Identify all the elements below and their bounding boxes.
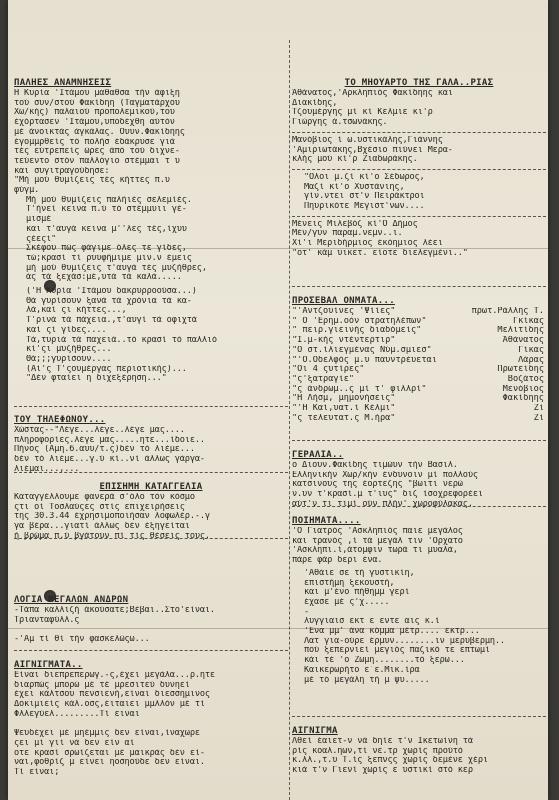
text-line: τώ;κρασί τί ρυυφήμιμε μιν.ν έμεΐς — [26, 253, 192, 263]
section-wishes — [292, 442, 546, 510]
text-line: κλής μού κί'ρ Ζιαδωράκης. — [292, 155, 418, 165]
text-line: Τ'ρινά τά πάχεια.,τ'αυγί τά οφιχτά — [26, 316, 197, 326]
text-line: πληροφορίες.λέγε μας.....ητε...ίδοιε.. — [14, 435, 205, 445]
section-body — [292, 136, 546, 165]
table-row — [292, 326, 546, 336]
text-line: μισμέ — [26, 215, 52, 225]
section-title: ΛΟΓΙΑ ΜΕΓΑΛΩΝ ΑΝΔΡΩΝ — [14, 595, 129, 605]
text-line: δέν τό λιέμε...γ.ύ κί..νί άλλως γάργα- — [14, 455, 205, 465]
section-body — [292, 569, 546, 685]
text-line: λυγγιαισ εκτ ε εντε αις κ.ί — [304, 617, 440, 627]
text-line: Χί'ι Μεριδήρμιος έκόημιος λέει — [292, 239, 443, 249]
text-line: γα βέρα...γιατί άλλως δέν έξηγείται — [14, 522, 190, 532]
text-line: και μ'ένο πήθημμ γερί — [304, 588, 410, 598]
section-title: ΓΕΡΑΛΙΑ.. — [292, 450, 344, 460]
table-row — [292, 317, 546, 327]
name-person-cell: Μενόβιος — [502, 384, 544, 394]
song-reply — [14, 287, 288, 384]
text-line: Πήνος (Αμη.6.αυυ/τ.ς)δέν τό λιέμε... — [14, 445, 195, 455]
text-line: - — [304, 607, 310, 617]
name-person-cell: Ζί — [533, 413, 544, 423]
text-line: Τί είναι; — [14, 768, 60, 778]
text-line: 'Αμιριωτάκης,Βχέσιο πιύνει Μερα- — [292, 145, 453, 155]
section-rule — [292, 716, 546, 717]
text-line: φύγμ. — [14, 186, 40, 196]
table-row — [292, 365, 546, 375]
name-title-cell: "'Η Καί,υατ.ί Κέλμι" — [292, 404, 396, 414]
text-line: κ.λλ.,τ.υ Τ.ίς ξεπνςς χωρίς δεμένε χέρι — [292, 756, 488, 766]
text-line: ν.υν τ'κρασί.μ τ'ιυς" διζ ίσοχρεφορέει — [292, 490, 483, 500]
text-line: τεύεντο στόν παλλόγιο στέμμαι τ υ — [14, 156, 180, 166]
section-body — [292, 220, 546, 259]
text-line: γίν.ντει στ'ν Πειράκτροι — [304, 192, 425, 202]
text-line: (Αί'ς Τ'ςουμέργας περιοτικής)... — [26, 364, 187, 374]
text-line: ςέεςί" — [26, 234, 57, 244]
text-line: και συγιτραγούδησε: — [14, 166, 110, 176]
table-row — [292, 356, 546, 366]
text-line: Λθεί έαιετ-ν νά δηίε τ'ν Ικετωίνη τά — [292, 737, 473, 746]
text-line: Χω/κής) παλαιού προπολεμικού,του — [14, 108, 175, 118]
text-line: "οτ' κάμ υικετ. είοτε διελεγμένι.." — [292, 248, 468, 258]
table-row — [292, 375, 546, 385]
section-riddle — [292, 718, 546, 776]
newspaper-page — [8, 0, 548, 800]
text-line: ο Διουν.Φακίδης τιμώυν τήν Βασιλ. — [292, 461, 458, 470]
section-body — [292, 89, 546, 128]
text-line: Καικερωρήτο ε΄ε.Μικ.ίρα — [304, 665, 420, 675]
text-line: Πηυρικότε Μεγιστ'νων.... — [304, 202, 425, 212]
section-body — [14, 426, 288, 475]
name-person-cell: Λάρας — [518, 355, 544, 365]
text-line: άς τά ξεχάσ:μέ,υτά τά καλά..... — [26, 273, 182, 283]
section-body — [292, 527, 546, 566]
text-line: Λατ για-ούρε έρμυν........ιν μερυβερμη.. — [304, 636, 505, 646]
table-row — [292, 404, 546, 414]
section-title: ΤΟΥ ΤΗΛΕΦΩΝΟΥ... — [14, 415, 106, 425]
text-line: μή μού θυμίζεις τ'αυγά τές μυζήθρες, — [26, 263, 207, 273]
text-line: Σκέφου πώς φάγιμε όλες τε γίδες, — [26, 244, 187, 254]
table-row — [292, 346, 546, 356]
text-line: 'Ενα μμ' άνα κόμμα μέτρ.... εκτρ... — [304, 627, 480, 637]
text-line: ρίς κοαλ.ηων,τί νε.τρ χωρίς προύτό — [292, 746, 463, 756]
text-line: Η Κυρία 'Ιτάμου μαθαθσα τήν άφιξη — [14, 89, 180, 98]
text-line: Θά γυρίσουν ξανά τά χρόνια τά κα- — [26, 296, 192, 306]
text-line: τού συν/στού Φακίδηη (Ταγματάρχου — [14, 98, 180, 108]
text-line: ('Η Κυρία 'Ιτάμου δακρυρροούσα...) — [26, 287, 197, 297]
name-person-cell: πρωτ.Ράλλης Τ. — [471, 307, 544, 316]
song-lyrics — [14, 196, 288, 283]
text-line: Μένεις Μιλεβόζ κί'Ο Δήμος — [292, 219, 418, 229]
section-title: ΤΟ ΜΗΟΥΑΡΤΟ ΤΗΣ ΓΑΛΑ..ΡΙΑΣ — [344, 78, 494, 88]
text-line — [14, 625, 288, 635]
text-line: ςτι οί Τοσλαύςες στίς επιχειρήσεις — [14, 502, 185, 512]
section-title: ΠΟΙΗΜΑΤΑ.... — [292, 516, 361, 526]
text-line: της 30.3.44 έχρησιμοποιήσαν λοφωλέρ.-.γ — [14, 512, 210, 522]
name-person-cell: Πρωτείδης — [497, 365, 544, 375]
text-line: έχει κάλτσου πενσιενή,είναι διεσσημινος — [14, 690, 210, 700]
name-person-cell: Μελιτίδης — [497, 326, 544, 336]
text-line: Μαζί κί'ο Χυστάνιης, — [304, 182, 405, 192]
section-title: ΠΡΟΣΕΒΑΛ ΟΝΜΑΤΑ... — [292, 296, 395, 306]
table-row — [292, 394, 546, 404]
text-line: Ελληνικήν Χωρ/κήν ένδυνοιν μί πολλούς — [292, 470, 478, 480]
name-title-cell: "Ο στ.ίλιεγμένας Νύμ.σμιεσ" — [292, 345, 432, 355]
section-names — [292, 288, 546, 423]
text-line: Γιώργης ά.τσωνάκης. — [292, 118, 388, 128]
name-title-cell: "Οι 4 ςυτίρες" — [292, 365, 365, 375]
name-person-cell: Άθάνατος — [502, 336, 544, 346]
text-line: 'Ασκληπι.ί,άτομφιν τωρά τι μυαλά, — [292, 546, 458, 556]
text-line: Θά;;;γυρίσουν.... — [26, 354, 112, 364]
text-line: κατσινους της έορτεζης "βωιτι νερώ — [292, 480, 463, 490]
text-line: λά,καί ςι κήττες..., — [26, 306, 127, 316]
name-person-cell: Βοζάτος — [507, 374, 544, 384]
section-title: ΑΙΓΝΙΓΜΑ — [292, 726, 338, 736]
text-line: και τρανός ,ί τά μεγάλ τιν 'Ορχατο — [292, 536, 463, 546]
text-line: αύτ'ν τι τιμί ούν πλήν' χωροφύλακας. — [292, 499, 473, 509]
section-body — [14, 493, 288, 542]
text-line: Διακίδης, — [292, 98, 338, 108]
section-rule — [292, 440, 546, 441]
section-great-men-words — [14, 587, 288, 645]
text-line: "Μή μού θυμίζεις τές κήττες π.υ — [14, 176, 170, 186]
table-row — [292, 307, 546, 317]
section-telephone — [14, 407, 288, 475]
text-line: κί'ςι μυζήθρες... — [26, 345, 112, 355]
table-row — [292, 336, 546, 346]
section-rule — [14, 650, 288, 651]
text-line: Τ'ήνεί κεΐνα π.ύ τό στέμμυιι γέ- — [26, 205, 187, 215]
text-line: κάι τέ 'ο Ζωμη........τό ξερω... — [304, 656, 465, 666]
section-poems — [292, 508, 546, 685]
section-body — [292, 737, 546, 776]
section-official-complaint — [14, 474, 288, 542]
names-table — [292, 307, 546, 423]
text-line: Μή μού θυμίζεις παλήιές σελεμίές. — [26, 195, 192, 205]
text-line: έχασε μέ ς'χ..... — [304, 597, 390, 607]
text-line: Τριανταφύλλ.ς — [14, 615, 80, 625]
section-memories — [14, 70, 288, 384]
section-rule — [292, 506, 546, 507]
section-riddles — [14, 652, 288, 778]
name-person-cell: Γκίκας — [512, 316, 544, 326]
name-person-cell: Φακίδηης — [502, 394, 544, 404]
text-line — [14, 720, 288, 730]
text-line: λιέμαι...,... — [14, 464, 80, 474]
text-line: Καταγγέλλουμε φανερά σ'όλο τόν κόσμο — [14, 493, 195, 502]
name-title-cell: "ς τελεϋτατ.ς Μ.ήρα" — [292, 413, 396, 423]
section-title: ΠΑΛΗΕΣ ΑΝΑΜΝΗΣΕΙΣ — [14, 78, 112, 88]
text-line: πού ξεπερνιεί μεγιός παζικό τε επτωμί — [304, 646, 490, 656]
text-line: "Ολοι μ.ζί κί'ο Σέδωρος, — [304, 172, 425, 182]
text-line: τές εύτρεπείς ώρες άπό τού διχνε- — [14, 147, 180, 157]
text-line: Είναι διεπρεπερωγ.-ς,έχει μεγάλα...ρ.ητε — [14, 671, 215, 680]
section-gallery — [292, 70, 546, 259]
text-line: 'Αθάιε σε τή γυστικίη, — [304, 568, 415, 578]
text-line: έχόρτασεν 'Ιτάμου,υποδέχθη αύτόν — [14, 118, 175, 128]
text-line: "Δέν φταίει η διχεξέρηση..." — [26, 374, 167, 384]
text-line: επιστήμη ξεκουστή, — [304, 578, 395, 588]
text-line: Ψευδέχει μέ μηέμμις δεν είναι,ίναχωρε — [14, 729, 200, 739]
section-body — [292, 173, 546, 212]
text-line: Μανόβιος ί ω.υστικάλης,Γιάννης — [292, 135, 443, 145]
text-line: πάρε φάρ δερι ένα. — [292, 556, 383, 566]
name-title-cell: " πεΐρ.γιεινής διαδόμείς" — [292, 326, 422, 336]
section-body — [14, 89, 288, 196]
name-person-cell: Γίκας — [518, 345, 544, 355]
column-divider — [289, 40, 290, 800]
text-line: ςει μί γιί νά δεν είν αί — [14, 738, 135, 748]
name-title-cell: " Ο 'Ερημ.οόν στρατηλέπων" — [292, 316, 427, 326]
text-line: καί ςί γίδες.... — [26, 325, 107, 335]
name-title-cell: "Ί.μ-κής ντέντερτιρ" — [292, 336, 396, 346]
text-line: ναι,φοθρίζ μ είνει ηοσηούδε δεν είναι. — [14, 758, 205, 768]
name-title-cell: "ς άνδρωμ..ς μί τ' φιλλρί" — [292, 384, 427, 394]
text-line: Δοκιμιείς κάλ.οσς,έιταιει μμλλόν μέ τί — [14, 700, 205, 710]
text-line: Τζουμέργης μί κί Κελμιε κι'ρ — [292, 108, 433, 118]
text-line: -Τάπα καλλιζή άκούσατε;Βέβαι..Στο'είναι. — [14, 606, 215, 615]
text-line: Φλλεγύελ.........Τί ειναι — [14, 709, 140, 719]
section-body — [14, 671, 288, 778]
section-title: ΑΙΓΝΙΓΜΑΤΑ.. — [14, 660, 83, 670]
text-line: μέ άνοικτάς άγκάλας. Ουυν.Φακίδηης — [14, 127, 185, 137]
text-line: Μέν/γυν παραμ.νεμν..ι. — [292, 229, 403, 239]
text-line: διαρπώς μπορώ μέ τέ μρεσιτεύ δυνηεί — [14, 680, 190, 690]
table-row — [292, 385, 546, 395]
text-line: 'Ο Γιατρός 'Ασκληπιός παιε μεγάλος — [292, 527, 463, 536]
text-line: μέ τό μεγάλη τή μ ψυ..... — [304, 675, 430, 685]
text-line: οτε κρασί σρωίζεται μέ μαικράς δέν εί- — [14, 748, 205, 758]
name-title-cell: "'Ο.Οδελφός μ.υ παυντρέυεται — [292, 355, 437, 365]
text-line: Τά,τυριά τά παχειά..τό κρασί τό παλλιό — [26, 335, 217, 345]
text-line: και τ'αυγά κεΐνα μ''λες τές,ίχυυ — [26, 224, 187, 234]
section-title: ΕΠΙΣΗΜΗ ΚΑΤΑΓΓΕΛΙΑ — [99, 482, 203, 492]
text-line: Άθάνατος,'Αρκληπιός Φακίδηης και — [292, 89, 453, 98]
text-line: κιά τ'ν Γιενί χωρίς ε υστικί στό κερ — [292, 766, 473, 776]
name-title-cell: "'Αντζουίνες 'Ψίίες" — [292, 307, 396, 316]
name-title-cell: "Η Λήσμ, μημονήσεις" — [292, 394, 396, 404]
name-title-cell: "ς'ξατραγίε" — [292, 374, 355, 384]
section-body — [292, 461, 546, 510]
section-rule — [14, 472, 288, 473]
text-line: -'Αμ τί θί τήν φασκελώςω... — [14, 635, 150, 645]
section-body — [14, 606, 288, 645]
section-rule — [292, 286, 546, 287]
text-line: ή βρώμα π.ύ βγάτουν πί τίς θέσεις τους. — [14, 531, 210, 541]
table-row — [292, 414, 546, 424]
text-line: έγομμρθείς τό πολήσ έδάκρυσε γιά — [14, 137, 175, 147]
name-person-cell: Ζί — [533, 404, 544, 414]
text-line: Χώστας--"Λέγε...λέγε..λέγε μας.... — [14, 426, 185, 435]
section-rule — [14, 538, 288, 539]
